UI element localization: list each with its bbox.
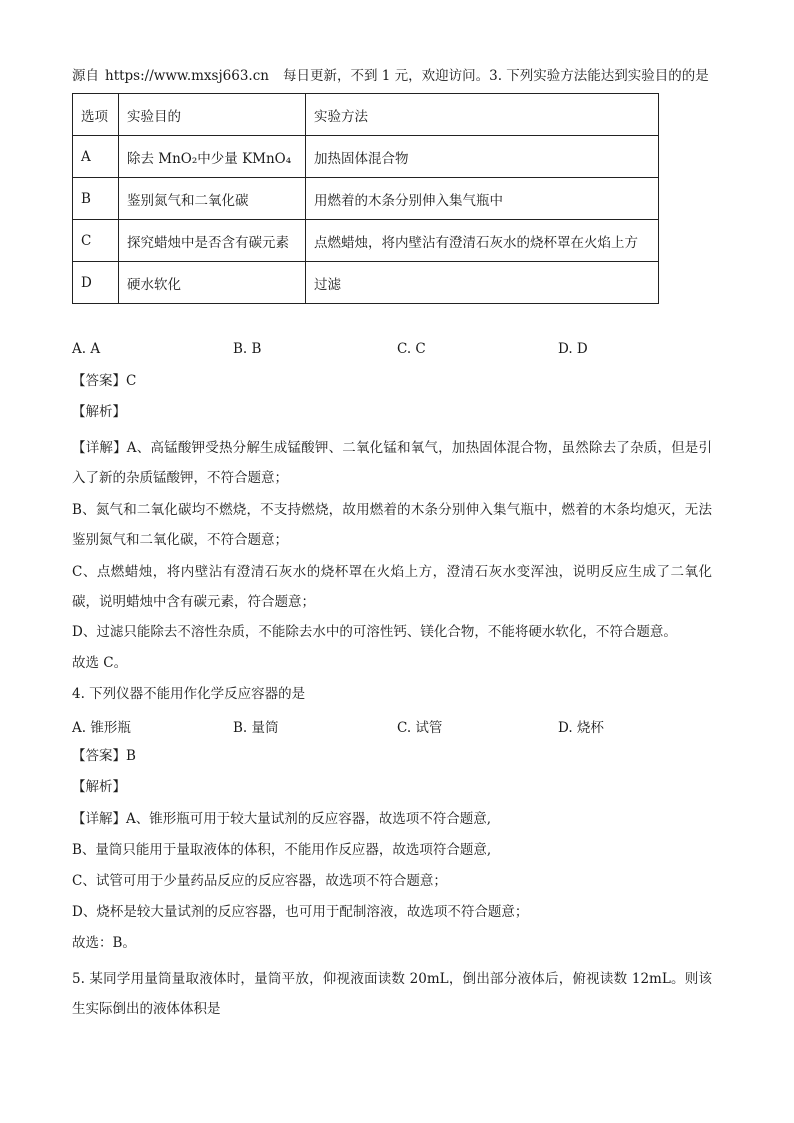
question-4-conclusion: 故选：B。 bbox=[72, 935, 136, 951]
source-line bbox=[72, 66, 709, 86]
question-4-stem: 4. 下列仪器不能用作化学反应容器的是 bbox=[72, 686, 306, 702]
question-3-table bbox=[72, 93, 659, 304]
table-row bbox=[73, 136, 659, 178]
table-cell: 用燃着的木条分别伸入集气瓶中 bbox=[306, 178, 659, 220]
question-4-detail-b: B、量筒只能用于量取液体的体积，不能用作反应器，故选项符合题意, bbox=[72, 842, 492, 858]
table-cell: A bbox=[73, 136, 119, 178]
table-cell: 探究蜡烛中是否含有碳元素 bbox=[119, 220, 306, 262]
question-3-answer: 【答案】C bbox=[72, 373, 137, 389]
option-d: D. D bbox=[558, 341, 588, 357]
question-3-detail-d: D、过滤只能除去不溶性杂质，不能除去水中的可溶性钙、镁化合物，不能将硬水软化，不符合题意。 bbox=[72, 624, 677, 640]
table-cell: 鉴别氮气和二氧化碳 bbox=[119, 178, 306, 220]
table-row bbox=[73, 178, 659, 220]
question-4-answer: 【答案】B bbox=[72, 748, 136, 764]
question-4-analysis-label: 【解析】 bbox=[72, 779, 126, 795]
source-prefix: 源自 bbox=[72, 68, 99, 84]
question-3-detail-b: B、氮气和二氧化碳均不燃烧，不支持燃烧，故用燃着的木条分别伸入集气瓶中，燃着的木条均熄灭，无法鉴别氮气和二氧化碳，不符合题意； bbox=[72, 502, 712, 548]
question-4-detail-c: C、试管可用于少量药品反应的反应容器，故选项不符合题意； bbox=[72, 873, 447, 889]
table-cell: 加热固体混合物 bbox=[306, 136, 659, 178]
option-a: A. 锥形瓶 bbox=[72, 720, 131, 736]
question-3-analysis-label: 【解析】 bbox=[72, 404, 126, 420]
question-3-conclusion: 故选 C。 bbox=[72, 655, 128, 671]
question-3-detail-a: 【详解】A、高锰酸钾受热分解生成锰酸钾、二氧化锰和氧气，加热固体混合物，虽然除去了杂质，但是引入了新的杂质锰酸钾，不符合题意； bbox=[72, 440, 712, 486]
table-cell: 硬水软化 bbox=[119, 262, 306, 304]
table-cell: D bbox=[73, 262, 119, 304]
question-3-stem: 3. 下列实验方法能达到实验目的的是 bbox=[489, 68, 709, 84]
table-row bbox=[73, 220, 659, 262]
question-5-stem: 5. 某同学用量筒量取液体时，量筒平放，仰视液面读数 20mL，倒出部分液体后，俯视读数 12mL。则该生实际倒出的液体体积是 bbox=[72, 971, 712, 1017]
table-cell: C bbox=[73, 220, 119, 262]
table-header-cell: 选项 bbox=[73, 94, 119, 136]
question-4-detail-a: 【详解】A、锥形瓶可用于较大量试剂的反应容器，故选项不符合题意, bbox=[72, 811, 492, 827]
option-a: A. A bbox=[72, 341, 101, 357]
table-header-cell: 实验目的 bbox=[119, 94, 306, 136]
option-b: B. B bbox=[233, 341, 262, 357]
option-c: C. C bbox=[397, 341, 426, 357]
source-url[interactable]: https://www.mxsj663.cn bbox=[105, 68, 269, 84]
table-row bbox=[73, 262, 659, 304]
table-cell: 点燃蜡烛，将内壁沾有澄清石灰水的烧杯罩在火焰上方 bbox=[306, 220, 659, 262]
table-header-row bbox=[73, 94, 659, 136]
option-c: C. 试管 bbox=[397, 720, 443, 736]
question-4-options bbox=[72, 716, 672, 736]
question-4-detail-d: D、烧杯是较大量试剂的反应容器，也可用于配制溶液，故选项不符合题意； bbox=[72, 904, 529, 920]
table-header-cell: 实验方法 bbox=[306, 94, 659, 136]
question-3-detail-c: C、点燃蜡烛，将内壁沾有澄清石灰水的烧杯罩在火焰上方，澄清石灰水变浑浊，说明反应生成了二氧化碳，说明蜡烛中含有碳元素，符合题意； bbox=[72, 564, 712, 610]
table-cell: 除去 MnO₂中少量 KMnO₄ bbox=[119, 136, 306, 178]
source-note: 每日更新，不到 1 元，欢迎访问。 bbox=[282, 68, 490, 84]
option-d: D. 烧杯 bbox=[558, 720, 604, 736]
option-b: B. 量筒 bbox=[233, 720, 279, 736]
table-cell: 过滤 bbox=[306, 262, 659, 304]
table-cell: B bbox=[73, 178, 119, 220]
question-3-options bbox=[72, 341, 672, 361]
